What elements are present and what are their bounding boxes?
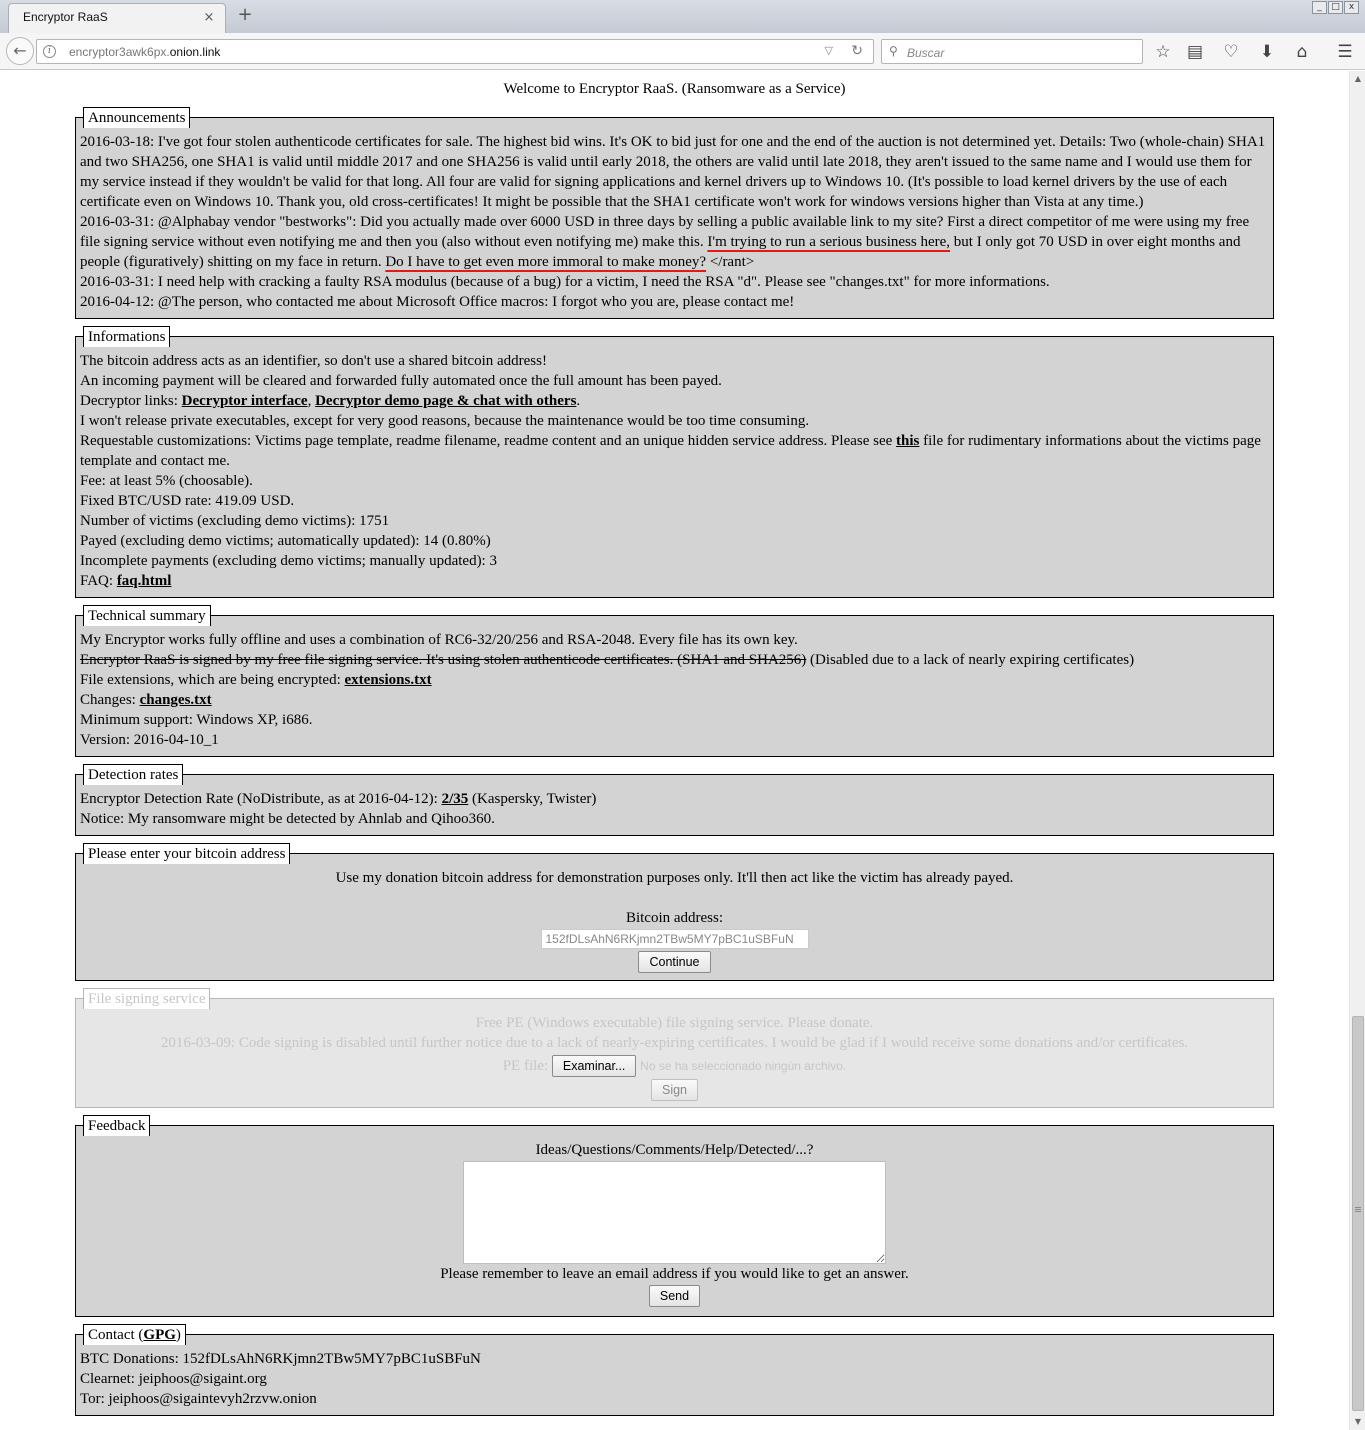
file-signing-legend: File signing service <box>83 988 210 1009</box>
send-button[interactable]: Send <box>649 1285 700 1307</box>
search-input[interactable] <box>881 39 1143 64</box>
clipboard-icon[interactable]: ▤ <box>1186 42 1204 62</box>
announcement-text: </rant> <box>709 254 755 270</box>
decryptor-links-line <box>80 391 1269 411</box>
back-arrow-icon[interactable]: ← <box>6 37 34 65</box>
window-controls <box>1312 1 1359 14</box>
detection-rate-link[interactable]: 2/35 <box>441 791 469 807</box>
download-arrow-icon[interactable]: ⬇ <box>1259 42 1275 62</box>
url-text <box>69 45 220 59</box>
star-icon[interactable]: ☆ <box>1155 42 1171 62</box>
no-file-selected: No se ha seleccionado ningún archivo. <box>640 1059 847 1073</box>
page-title: Welcome to Encryptor RaaS. (Ransomware as a Service) <box>503 81 846 97</box>
info-line: Number of victims (excluding demo victims): 1751 <box>80 513 390 529</box>
info-line: I won't release private executables, except for very good reasons, because the maintenance would be too time consuming. <box>80 413 810 429</box>
announcement-2016-04-12: 2016-04-12: @The person, who contacted me about Microsoft Office macros: I forgot who you are, please contact me! <box>80 294 795 310</box>
detection-rate-line <box>80 789 1269 809</box>
scroll-thumb[interactable] <box>1352 1016 1364 1411</box>
dropdown-arrow-icon[interactable]: ▽ <box>824 44 833 57</box>
bitcoin-address-legend: Please enter your bitcoin address <box>83 843 290 864</box>
minimize-icon[interactable]: _ <box>1312 1 1327 14</box>
scroll-up-icon[interactable]: ▲ <box>1354 74 1362 83</box>
info-line: Payed (excluding demo victims; automatically updated): 14 (0.80%) <box>80 533 491 549</box>
info-icon[interactable]: i <box>43 45 56 58</box>
decryptor-demo-link[interactable]: Decryptor demo page & chat with others <box>315 393 577 409</box>
extensions-line <box>80 670 1269 690</box>
url-domain: onion.link <box>169 45 221 59</box>
technical-summary-legend: Technical summary <box>83 605 211 626</box>
window-close-icon[interactable]: x <box>1344 1 1359 14</box>
tab-title: Encryptor RaaS <box>23 10 108 24</box>
spacer <box>80 888 1269 908</box>
tech-line: My Encryptor works fully offline and uses a combination of RC6-32/20/256 and RSA-2048. Every file has its own key. <box>80 632 798 648</box>
scroll-down-icon[interactable]: ▼ <box>1354 1417 1362 1426</box>
scroll-grip-icon <box>1355 1207 1361 1208</box>
underlined-serious-business: I'm trying to run a serious business here, <box>707 234 951 250</box>
info-text: Decryptor links: <box>80 393 178 409</box>
detection-rates-legend: Detection rates <box>83 764 183 785</box>
tech-line: Version: 2016-04-10_1 <box>80 732 219 748</box>
tech-text: File extensions, which are being encrypted: <box>80 672 341 688</box>
contact-legend-text: ) <box>175 1327 181 1343</box>
contact-legend <box>83 1324 186 1345</box>
detection-text: (Kaspersky, Twister) <box>472 791 597 807</box>
pocket-icon[interactable]: ♡ <box>1223 42 1239 62</box>
hamburger-icon[interactable]: ☰ <box>1337 42 1353 62</box>
signing-disabled-note: 2016-03-09: Code signing is disabled until further notice due to a lack of nearly-expiring certificates. I would be glad if I would receive some donations and/or certificates. <box>160 1035 1189 1051</box>
pe-file-row <box>80 1055 1269 1077</box>
informations-section <box>75 326 1274 598</box>
url-prefix: encryptor3awk6px. <box>69 45 170 59</box>
feedback-prompt: Ideas/Questions/Comments/Help/Detected/...? <box>535 1142 814 1158</box>
feedback-textarea[interactable] <box>463 1161 886 1264</box>
maximize-icon[interactable]: □ <box>1328 1 1343 14</box>
clearnet-contact: Clearnet: jeiphoos@sigaint.org <box>80 1371 267 1387</box>
feedback-section <box>75 1115 1274 1317</box>
informations-legend: Informations <box>83 326 170 347</box>
contact-legend-text: Contact ( <box>88 1327 144 1343</box>
detection-text: Encryptor Detection Rate (NoDistribute, as at 2016-04-12): <box>80 791 438 807</box>
tech-line: Minimum support: Windows XP, i686. <box>80 712 313 728</box>
sign-button[interactable]: Sign <box>651 1079 698 1101</box>
detection-notice: Notice: My ransomware might be detected by Ahnlab and Qihoo360. <box>80 811 495 827</box>
changes-link[interactable]: changes.txt <box>139 692 212 708</box>
info-text: file for rudimentary informations about the victims page template and contact me. <box>80 433 1261 469</box>
announcement-text: but I only got 70 USD in over eight months and people (figuratively) shitting on my face in return. <box>80 234 1241 270</box>
continue-button[interactable]: Continue <box>638 951 710 973</box>
info-line: Fixed BTC/USD rate: 419.09 USD. <box>80 493 295 509</box>
send-row <box>80 1285 1269 1307</box>
reload-icon[interactable]: ↻ <box>851 43 863 59</box>
info-text: Requestable customizations: Victims page template, readme filename, readme content and an unique hidden service address. Please see <box>80 433 893 449</box>
signed-line <box>80 650 1269 670</box>
tor-contact: Tor: jeiphoos@sigaintevyh2rzvw.onion <box>80 1391 317 1407</box>
announcement-2016-03-18: 2016-03-18: I've got four stolen authenticode certificates for sale. The highest bid wins. It's OK to bid just for one and the end of the auction is not determined yet. Details: Two (whole-chain) SHA1 and two SHA256, one SHA1 is valid until middle 2017 and one SHA256 is valid until early 2018, the others are valid until late 2018, they aren't issued to the same name and I would use them for my service instead if they wouldn't be valid for that long. All four are valid for signing applications and kernel drivers up to Windows 10. (It's possible to load kernel drivers by the use of each certificate even on Windows 10. Thank you, old cross-certificates! It might be possible that the SHA1 certificate won't work for windows versions higher than Vista at any time.) <box>80 134 1266 210</box>
continue-row <box>80 951 1269 973</box>
info-text: , <box>307 393 312 409</box>
bitcoin-address-input[interactable] <box>541 929 809 949</box>
feedback-legend: Feedback <box>83 1115 150 1136</box>
close-tab-icon[interactable]: × <box>203 10 215 25</box>
faq-line <box>80 571 1269 591</box>
customizations-line <box>80 431 1269 471</box>
info-text: FAQ: <box>80 573 114 589</box>
pe-file-label: PE file: <box>502 1058 549 1074</box>
info-text: . <box>576 393 581 409</box>
announcement-2016-03-31-rsa: 2016-03-31: I need help with cracking a faulty RSA modulus (because of a bug) for a victim, I need the RSA "d". Please see "changes.txt" for more informations. <box>80 274 1050 290</box>
browse-file-button[interactable]: Examinar... <box>552 1055 637 1077</box>
window-titlebar <box>0 0 1365 33</box>
technical-summary-section <box>75 605 1274 757</box>
info-line: The bitcoin address acts as an identifier, so don't use a shared bitcoin address! <box>80 353 547 369</box>
info-line: Incomplete payments (excluding demo victims; manually updated): 3 <box>80 553 497 569</box>
home-icon[interactable]: ⌂ <box>1296 42 1308 62</box>
extensions-link[interactable]: extensions.txt <box>344 672 432 688</box>
announcement-text: 2016-03-31: @Alphabay vendor "bestworks": Did you actually made over 6000 USD in three days by selling a public available link to my site? First a direct competitor of me were using my free file signing service without even notifying me and then you (also without even notifying me) make this. <box>80 214 1250 250</box>
changes-line <box>80 690 1269 710</box>
signing-note: Free PE (Windows executable) file signing service. Please donate. <box>475 1015 874 1031</box>
gpg-link[interactable]: GPG <box>143 1327 176 1343</box>
decryptor-interface-link[interactable]: Decryptor interface <box>181 393 308 409</box>
announcements-section <box>75 107 1274 319</box>
feedback-note: Please remember to leave an email address if you would like to get an answer. <box>440 1266 909 1282</box>
info-line: An incoming payment will be cleared and forwarded fully automated once the full amount has been payed. <box>80 373 722 389</box>
navigation-toolbar <box>0 33 1365 70</box>
tab-encryptor-raas[interactable] <box>8 3 226 33</box>
bitcoin-address-label: Bitcoin address: <box>625 910 724 926</box>
faq-link[interactable]: faq.html <box>116 573 172 589</box>
underlined-immoral-question: Do I have to get even more immoral to make money? <box>385 254 707 270</box>
tech-text: (Disabled due to a lack of nearly expiring certificates) <box>810 652 1135 668</box>
btc-donations: BTC Donations: 152fDLsAhN6RKjmn2TBw5MY7pBC1uSBFuN <box>80 1351 481 1367</box>
demo-note: Use my donation bitcoin address for demonstration purposes only. It'll then act like the victim has already payed. <box>335 870 1014 886</box>
new-tab-icon[interactable]: + <box>237 4 253 25</box>
template-file-link[interactable]: this <box>896 433 920 449</box>
vertical-scrollbar[interactable] <box>1349 71 1365 1430</box>
search-placeholder: Buscar <box>907 46 945 60</box>
sign-row <box>80 1079 1269 1101</box>
contact-section <box>75 1324 1274 1416</box>
announcement-2016-03-31-alphabay <box>80 212 1269 272</box>
page-content <box>0 71 1349 1430</box>
file-signing-section <box>75 988 1274 1108</box>
info-line: Fee: at least 5% (choosable). <box>80 473 253 489</box>
tech-text: Changes: <box>80 692 136 708</box>
url-bar[interactable] <box>36 39 874 64</box>
struck-text: Encryptor RaaS is signed by my free file signing service. It's using stolen authenticode certificates. (SHA1 and SHA256) <box>80 652 807 668</box>
announcements-legend: Announcements <box>83 107 190 128</box>
detection-rates-section <box>75 764 1274 836</box>
magnifier-icon: ⚲ <box>889 44 898 58</box>
bitcoin-address-section <box>75 843 1274 981</box>
